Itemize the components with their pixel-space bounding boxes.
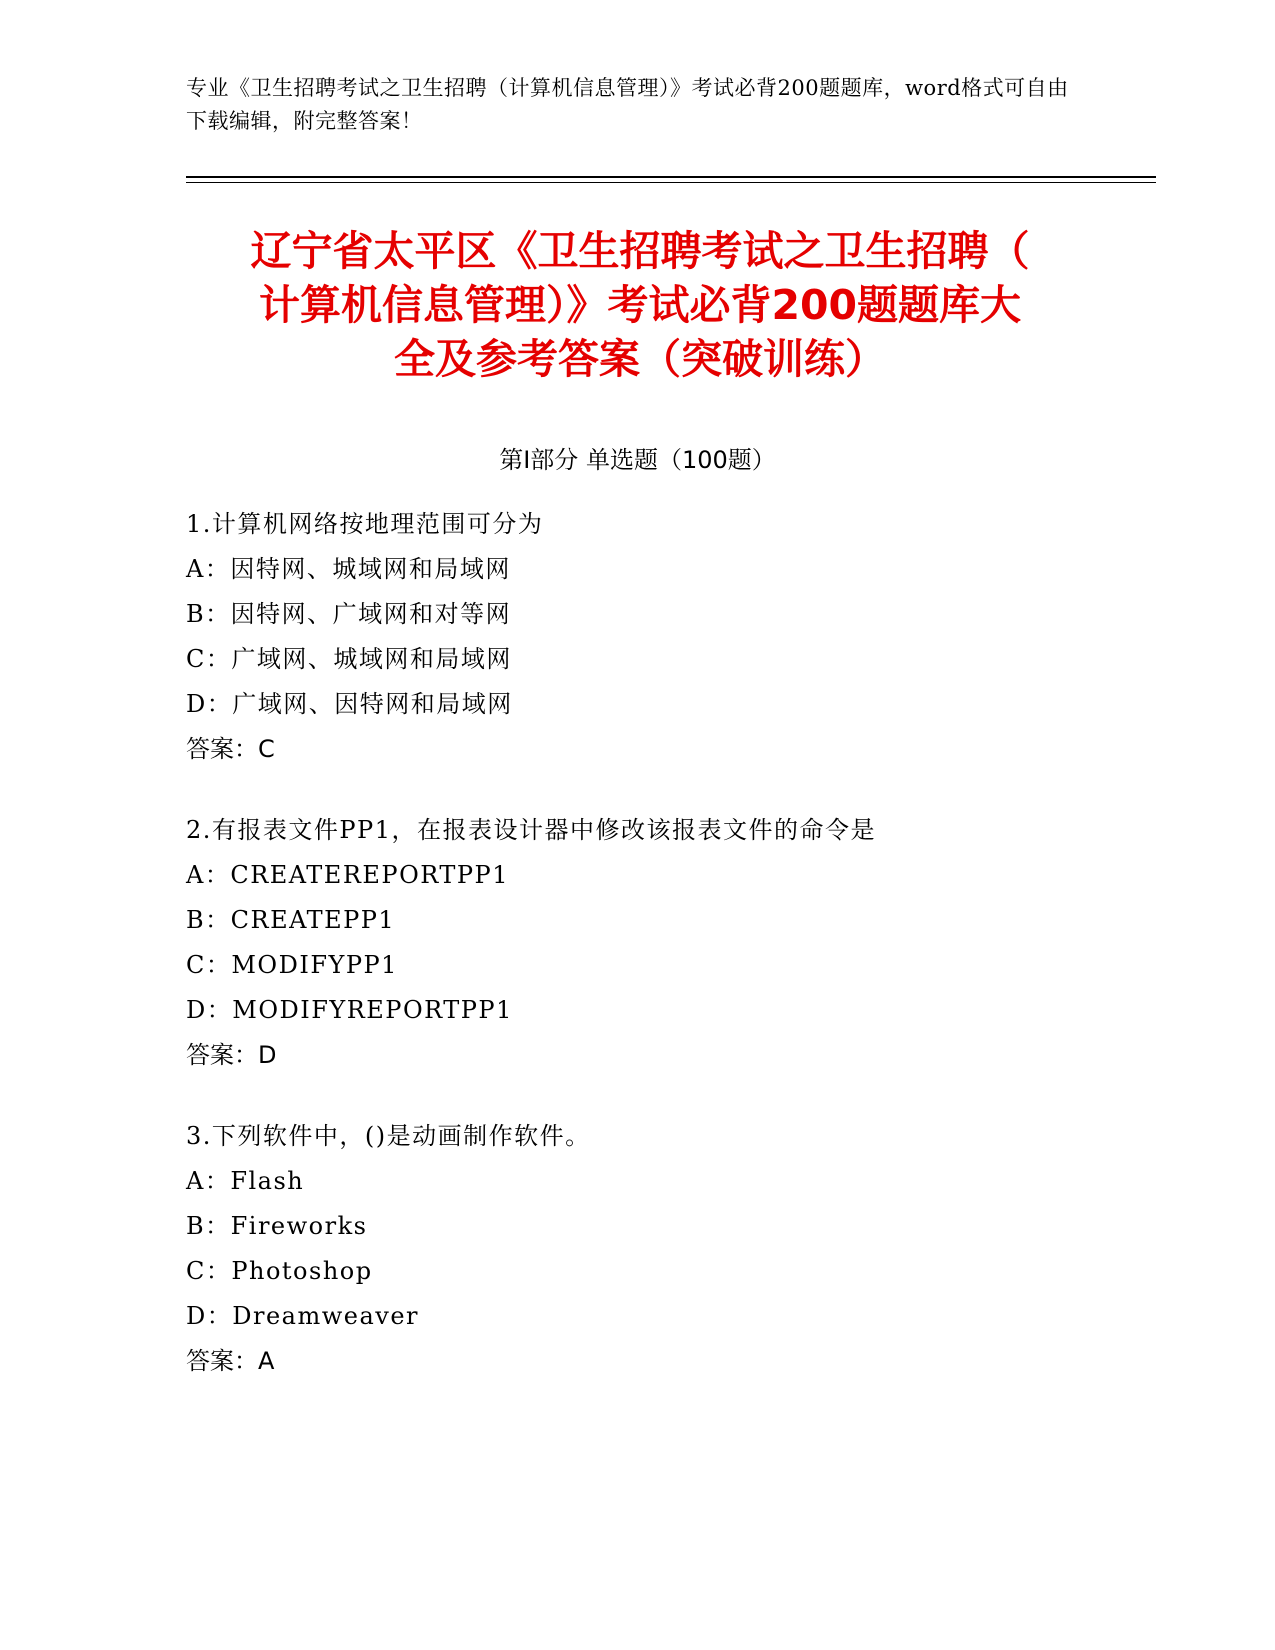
option-b: B：CREATEPP1: [186, 906, 396, 934]
option-c: C：Photoshop: [186, 1257, 373, 1285]
option-c: C：广域网、城域网和局域网: [186, 645, 512, 673]
header-note: 专业《卫生招聘考试之卫生招聘（计算机信息管理）》考试必背200题题库，word格式可自由下载编辑，附完整答案！: [186, 76, 1069, 133]
question-3: [186, 1114, 1166, 1384]
question-1: [186, 502, 1166, 772]
question-text: 3.下列软件中，()是动画制作软件。: [186, 1122, 591, 1150]
header-rule-thick: [186, 176, 1156, 178]
section-heading: 第Ⅰ部分 单选题（100题）: [499, 446, 776, 474]
option-b: B：Fireworks: [186, 1212, 368, 1240]
option-d: D：广域网、因特网和局域网: [186, 690, 513, 718]
question-text: 1.计算机网络按地理范围可分为: [186, 510, 544, 538]
answer: 答案：C: [186, 735, 275, 763]
option-a: A：CREATEREPORTPP1: [186, 861, 509, 889]
option-c: C：MODIFYPP1: [186, 951, 398, 979]
option-b: B：因特网、广域网和对等网: [186, 600, 512, 628]
answer: 答案：D: [186, 1041, 277, 1069]
option-a: A：Flash: [186, 1167, 305, 1195]
question-text: 2.有报表文件PP1，在报表设计器中修改该报表文件的命令是: [186, 816, 876, 844]
header-rule-thin: [186, 182, 1156, 183]
option-a: A：因特网、城域网和局域网: [186, 555, 511, 583]
title-line-2: 计算机信息管理）》考试必背200题题库大: [258, 281, 1022, 329]
option-d: D：Dreamweaver: [186, 1302, 420, 1330]
answer: 答案：A: [186, 1347, 275, 1375]
question-2: [186, 808, 1166, 1078]
title-line-1: 辽宁省太平区《卫生招聘考试之卫生招聘（: [250, 227, 1030, 275]
document-title: [190, 224, 1090, 386]
option-d: D：MODIFYREPORTPP1: [186, 996, 513, 1024]
title-line-3: 全及参考答案（突破训练）: [394, 335, 886, 383]
